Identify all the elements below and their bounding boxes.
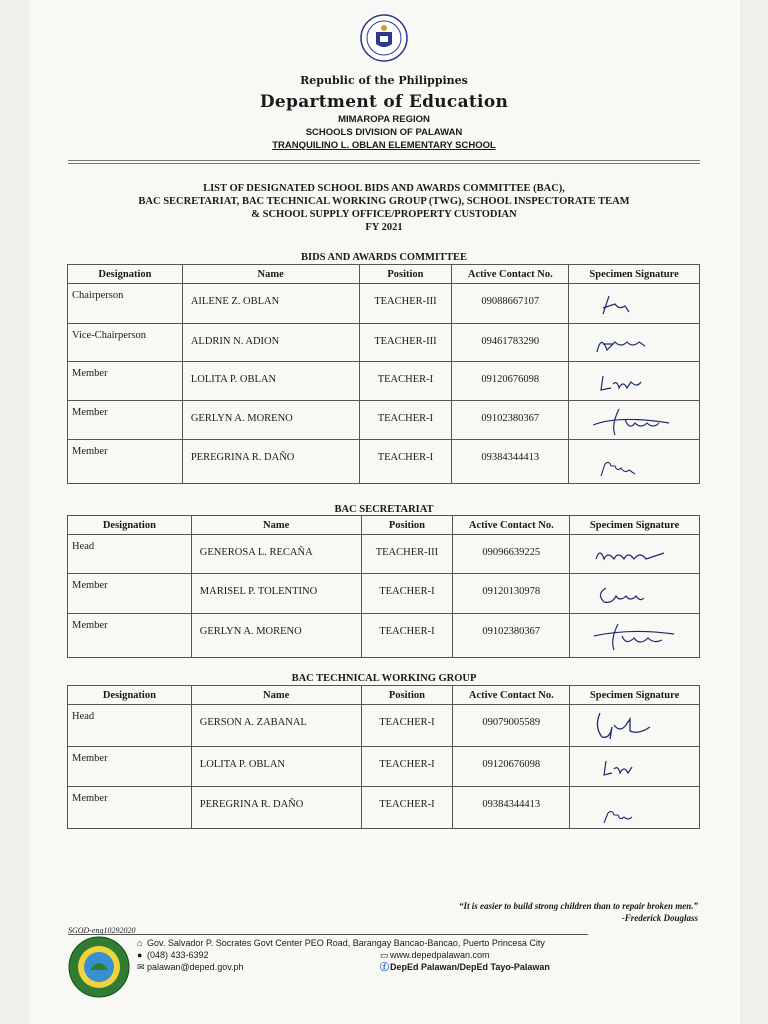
position-cell: TEACHER-I [361, 614, 453, 658]
title-line-3: & SCHOOL SUPPLY OFFICE/PROPERTY CUSTODIAN [251, 209, 517, 220]
footer-address: Gov. Salvador P. Socrates Govt Center PEO Road, Barangay Bancao-Bancao, Puerto Princesa City [147, 938, 545, 948]
designation-cell: Head [68, 705, 192, 747]
table-header-row [68, 265, 700, 284]
signature-cell [570, 574, 700, 614]
bac-table [67, 264, 700, 484]
footer-divider [68, 934, 588, 935]
footer-email-row [137, 961, 377, 973]
col-designation: Designation [68, 686, 192, 705]
signature-image [590, 578, 660, 608]
col-contact: Active Contact No. [453, 516, 570, 535]
name-cell: ALDRIN N. ADION [182, 324, 359, 362]
name-cell: PEREGRINA R. DAÑO [182, 440, 359, 484]
position-cell: TEACHER-I [361, 574, 453, 614]
designation-cell: Member [68, 787, 192, 829]
division-logo-icon [68, 936, 130, 998]
position-cell: TEACHER-I [359, 401, 452, 440]
footer-phone-row [137, 949, 377, 961]
position-cell: TEACHER-I [361, 787, 453, 829]
secretariat-table [67, 515, 700, 658]
table-row [68, 574, 700, 614]
designation-cell: Member [68, 614, 192, 658]
col-signature: Specimen Signature [570, 516, 700, 535]
col-designation: Designation [68, 265, 183, 284]
footer-phone: (048) 433-6392 [147, 950, 209, 960]
footer-facebook-row [380, 961, 640, 973]
designation-cell: Member [68, 574, 192, 614]
name-cell: GERSON A. ZABANAL [191, 705, 361, 747]
designation-cell: Head [68, 535, 192, 574]
signature-image [589, 366, 659, 396]
signature-cell [569, 362, 700, 401]
table-header-row [68, 516, 700, 535]
footer-web-row [380, 949, 620, 961]
col-position: Position [361, 686, 453, 705]
table-row [68, 362, 700, 401]
secretariat-heading: BAC SECRETARIAT [334, 504, 434, 515]
name-cell: LOLITA P. OBLAN [191, 747, 361, 787]
quote-text: “It is easier to build strong children than to repair broken men.” [458, 901, 698, 911]
designation-cell: Member [68, 401, 183, 440]
signature-image [590, 709, 670, 745]
footer-facebook[interactable]: DepEd Palawan/DepEd Tayo-Palawan [390, 962, 550, 972]
contact-cell: 09088667107 [452, 284, 569, 324]
contact-cell: 09120676098 [453, 747, 570, 787]
division-line: SCHOOLS DIVISION OF PALAWAN [305, 127, 463, 138]
signature-image [590, 539, 680, 569]
contact-cell: 09102380367 [453, 614, 570, 658]
name-cell: GERLYN A. MORENO [191, 614, 361, 658]
table-header-row [68, 686, 700, 705]
title-line-4: FY 2021 [365, 222, 403, 233]
designation-cell: Member [68, 440, 183, 484]
signature-image [589, 288, 649, 318]
name-cell: MARISEL P. TOLENTINO [191, 574, 361, 614]
col-signature: Specimen Signature [569, 265, 700, 284]
name-cell: GERLYN A. MORENO [182, 401, 359, 440]
header-divider-2 [68, 163, 700, 164]
position-cell: TEACHER-I [359, 362, 452, 401]
table-row [68, 401, 700, 440]
home-icon: ⌂ [137, 938, 143, 948]
contact-cell: 09096639225 [453, 535, 570, 574]
web-icon: ▭ [380, 950, 389, 960]
signature-cell [570, 614, 700, 658]
signature-image [590, 618, 680, 652]
col-contact: Active Contact No. [453, 686, 570, 705]
signature-image [589, 405, 679, 439]
document-title [0, 182, 768, 234]
header-divider [68, 160, 700, 161]
col-name: Name [191, 516, 361, 535]
position-cell: TEACHER-I [361, 705, 453, 747]
position-cell: TEACHER-I [361, 747, 453, 787]
signature-image [589, 444, 649, 480]
designation-cell: Chairperson [68, 284, 183, 324]
table-row [68, 440, 700, 484]
col-position: Position [359, 265, 452, 284]
republic-line: Republic of the Philippines [300, 74, 468, 87]
col-position: Position [361, 516, 453, 535]
position-cell: TEACHER-III [359, 284, 452, 324]
col-name: Name [182, 265, 359, 284]
designation-cell: Member [68, 747, 192, 787]
contact-cell: 09102380367 [452, 401, 569, 440]
department-title: Department of Education [259, 92, 509, 112]
bac-heading: BIDS AND AWARDS COMMITTEE [301, 252, 467, 263]
signature-image [589, 328, 669, 358]
footer-website[interactable]: www.depedpalawan.com [390, 950, 490, 960]
signature-cell [569, 324, 700, 362]
contact-cell: 09120130978 [453, 574, 570, 614]
designation-cell: Vice-Chairperson [68, 324, 183, 362]
table-row [68, 614, 700, 658]
title-line-2: BAC SECRETARIAT, BAC TECHNICAL WORKING GROUP (TWG), SCHOOL INSPECTORATE TEAM [138, 196, 630, 207]
signature-cell [569, 401, 700, 440]
contact-cell: 09384344413 [452, 440, 569, 484]
quote-block [298, 900, 698, 924]
table-row [68, 535, 700, 574]
col-contact: Active Contact No. [452, 265, 569, 284]
signature-cell [570, 747, 700, 787]
signature-cell [569, 284, 700, 324]
footer-address-row [137, 937, 657, 949]
signature-cell [569, 440, 700, 484]
position-cell: TEACHER-III [361, 535, 453, 574]
signature-image [590, 791, 650, 827]
document-code: SGOD-eng10292020 [68, 926, 136, 935]
position-cell: TEACHER-III [359, 324, 452, 362]
deped-seal-icon [360, 14, 408, 62]
signature-cell [570, 705, 700, 747]
table-row [68, 705, 700, 747]
table-row [68, 747, 700, 787]
contact-cell: 09461783290 [452, 324, 569, 362]
col-signature: Specimen Signature [570, 686, 700, 705]
twg-table [67, 685, 700, 829]
signature-cell [570, 787, 700, 829]
region-line: MIMAROPA REGION [338, 114, 430, 125]
name-cell: GENEROSA L. RECAÑA [191, 535, 361, 574]
contact-cell: 09079005589 [453, 705, 570, 747]
title-line-1: LIST OF DESIGNATED SCHOOL BIDS AND AWARDS COMMITTEE (BAC), [203, 183, 565, 194]
signature-cell [570, 535, 700, 574]
col-designation: Designation [68, 516, 192, 535]
contact-cell: 09384344413 [453, 787, 570, 829]
name-cell: LOLITA P. OBLAN [182, 362, 359, 401]
name-cell: PEREGRINA R. DAÑO [191, 787, 361, 829]
contact-cell: 09120676098 [452, 362, 569, 401]
phone-icon: ● [137, 950, 143, 960]
quote-author: -Frederick Douglass [621, 913, 698, 923]
table-row [68, 787, 700, 829]
school-name: TRANQUILINO L. OBLAN ELEMENTARY SCHOOL [272, 140, 496, 151]
table-row [68, 284, 700, 324]
designation-cell: Member [68, 362, 183, 401]
name-cell: AILENE Z. OBLAN [182, 284, 359, 324]
email-icon: ✉ [137, 962, 145, 972]
signature-image [590, 751, 650, 781]
facebook-icon: ⓕ [380, 962, 390, 972]
table-row [68, 324, 700, 362]
col-name: Name [191, 686, 361, 705]
twg-heading: BAC TECHNICAL WORKING GROUP [291, 673, 477, 684]
footer-email[interactable]: palawan@deped.gov.ph [147, 962, 244, 972]
position-cell: TEACHER-I [359, 440, 452, 484]
